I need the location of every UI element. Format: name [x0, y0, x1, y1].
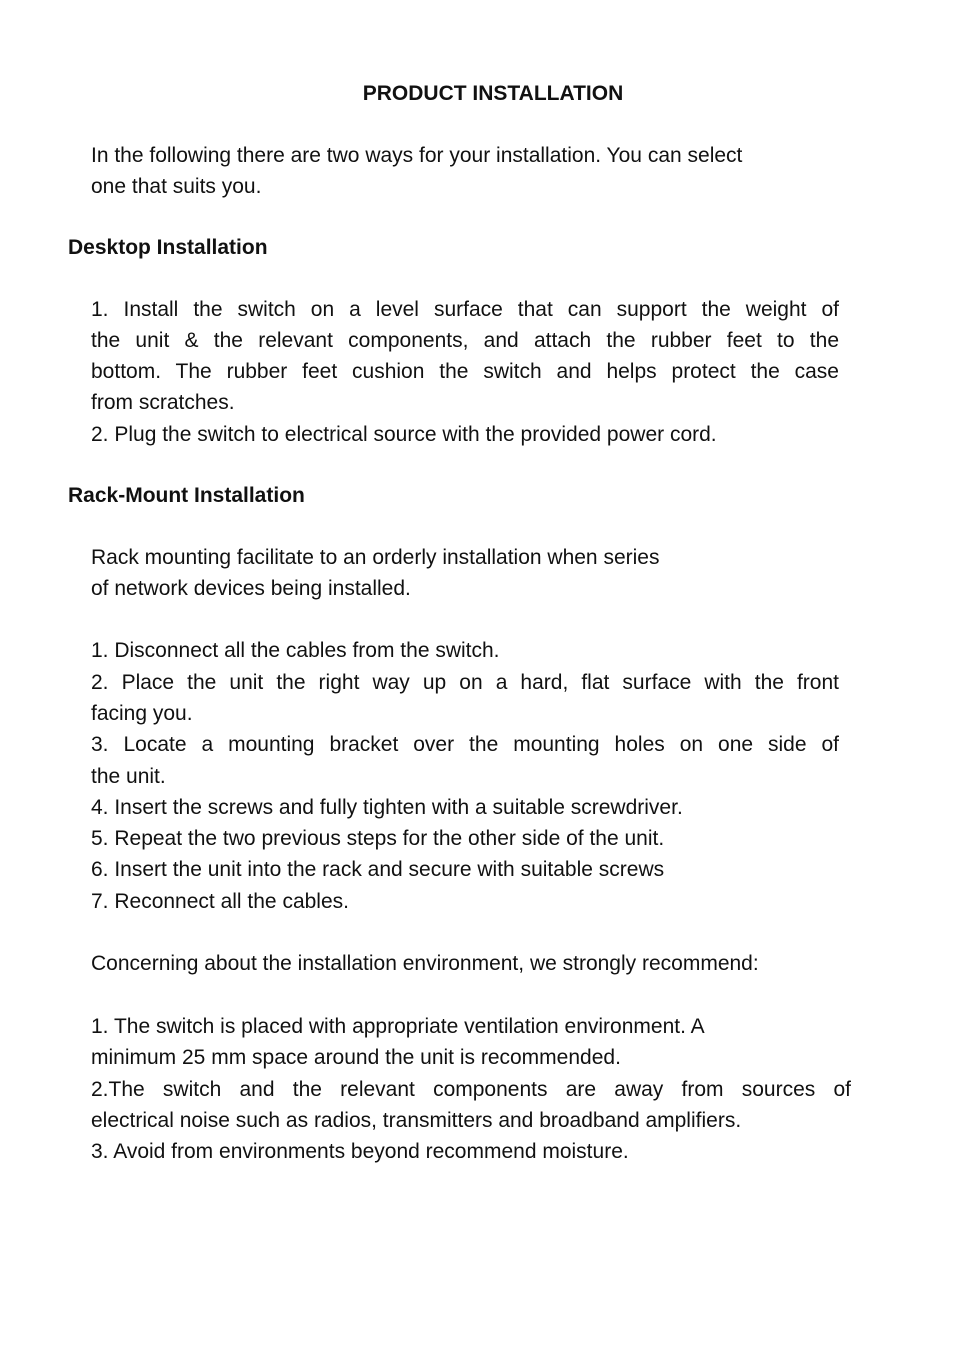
- desktop-step1-line-2: the unit & the relevant components, and attach the rubber feet to the: [91, 329, 839, 352]
- rack-step-line: facing you.: [91, 702, 193, 725]
- desktop-step2: 2. Plug the switch to electrical source with the provided power cord.: [91, 423, 717, 446]
- page-title: PRODUCT INSTALLATION: [362, 82, 624, 105]
- environment-item-line: 1. The switch is placed with appropriate ventilation environment. A: [91, 1015, 705, 1038]
- rack-step-line: 3. Locate a mounting bracket over the mounting holes on one side of: [91, 733, 839, 756]
- desktop-step1-line-4: from scratches.: [91, 391, 235, 414]
- environment-item-line: minimum 25 mm space around the unit is recommended.: [91, 1046, 621, 1069]
- rack-step-line: 4. Insert the screws and fully tighten with a suitable screwdriver.: [91, 796, 683, 819]
- desktop-step1-line-3: bottom. The rubber feet cushion the switch and helps protect the case: [91, 360, 839, 383]
- rack-intro-line-1: Rack mounting facilitate to an orderly installation when series: [91, 546, 660, 569]
- intro-line-2: one that suits you.: [91, 175, 262, 198]
- rack-step-line: 1. Disconnect all the cables from the switch.: [91, 639, 500, 662]
- intro-line-1: In the following there are two ways for your installation. You can select: [91, 144, 743, 167]
- environment-item-line: 3. Avoid from environments beyond recommend moisture.: [91, 1140, 629, 1163]
- desktop-heading: Desktop Installation: [68, 236, 268, 259]
- rack-step-line: 5. Repeat the two previous steps for the other side of the unit.: [91, 827, 665, 850]
- environment-item-line: electrical noise such as radios, transmitters and broadband amplifiers.: [91, 1109, 742, 1132]
- environment-item-line: 2.The switch and the relevant components are away from sources of: [91, 1078, 851, 1101]
- rack-intro-line-2: of network devices being installed.: [91, 577, 411, 600]
- rack-step-line: 6. Insert the unit into the rack and secure with suitable screws: [91, 858, 665, 881]
- rack-step-line: the unit.: [91, 765, 166, 788]
- rack-heading: Rack-Mount Installation: [68, 484, 305, 507]
- desktop-step1-line-1: 1. Install the switch on a level surface that can support the weight of: [91, 298, 839, 321]
- environment-intro: Concerning about the installation environment, we strongly recommend:: [91, 952, 759, 975]
- rack-step-line: 7. Reconnect all the cables.: [91, 890, 349, 913]
- rack-step-line: 2. Place the unit the right way up on a hard, flat surface with the front: [91, 671, 839, 694]
